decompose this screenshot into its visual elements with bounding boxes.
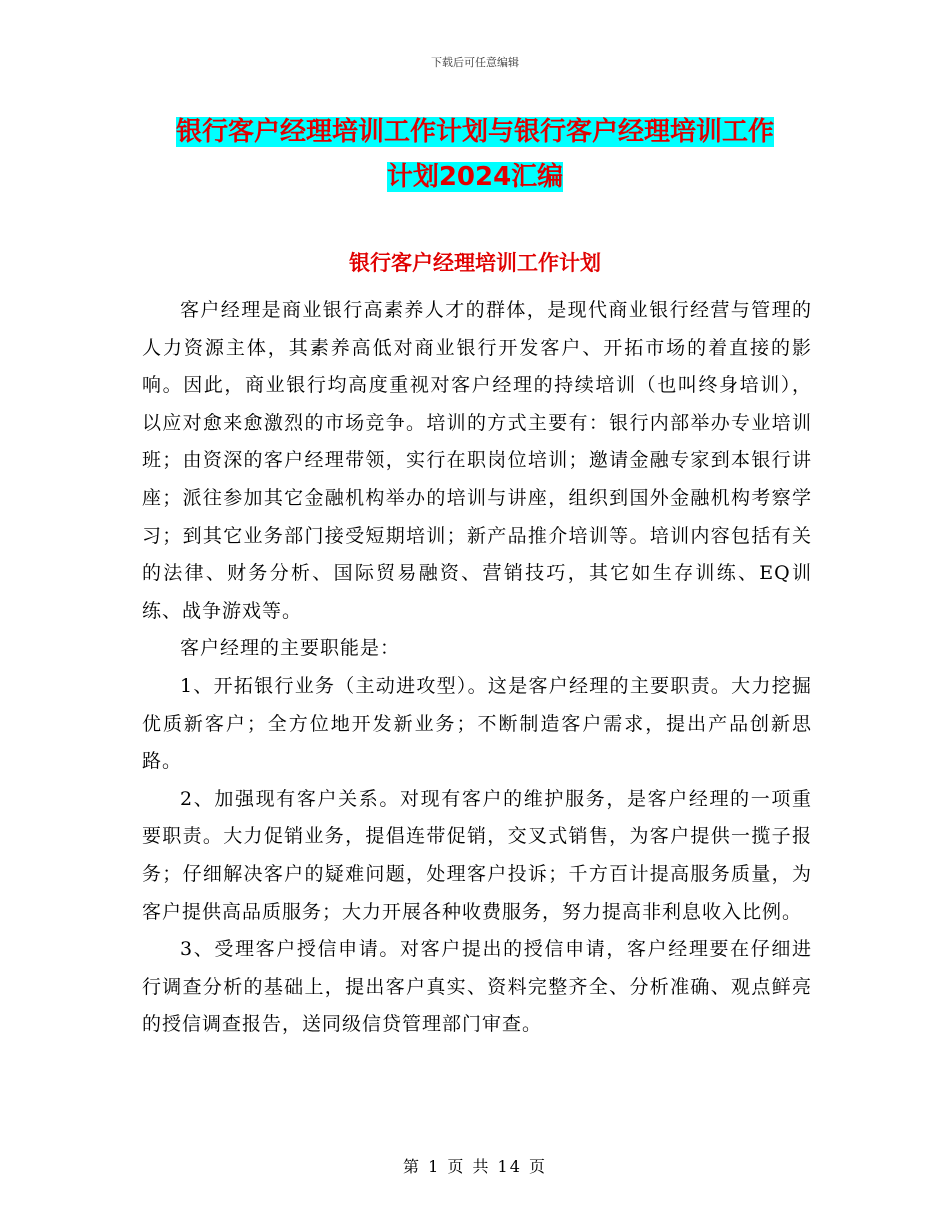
paragraph-functions-heading: 客户经理的主要职能是： bbox=[180, 637, 401, 660]
page-number-footer: 第 1 页 共 14 页 bbox=[403, 1157, 547, 1176]
paragraph-item-3: 3、受理客户授信申请。对客户提出的授信申请，客户经理要在仔细进行调查分析的基础上，提出客户真实、资料完整齐全、分析准确、观点鲜亮的授信调查报告，送同级信贷管理部门审查。 bbox=[142, 938, 812, 1036]
paragraph-item-2: 2、加强现有客户关系。对现有客户的维护服务，是客户经理的一项重要职责。大力促销业务，提倡连带促销，交叉式销售，为客户提供一揽子报务；仔细解决客户的疑难问题，处理客户投诉；千方百计提高服务质量，为客户提供高品质服务；大力开展各种收费服务，努力提高非利息收入比例。 bbox=[142, 787, 812, 923]
paragraph-intro: 客户经理是商业银行高素养人才的群体，是现代商业银行经营与管理的人力资源主体，其素养高低对商业银行开发客户、开拓市场的着直接的影响。因此，商业银行均高度重视对客户经理的持续培训（也叫终身培训），以应对愈来愈激烈的市场竞争。培训的方式主要有：银行内部举办专业培训班；由资深的客户经理带领，实行在职岗位培训；邀请金融专家到本银行讲座；派往参加其它金融机构举办的培训与讲座，组织到国外金融机构考察学习；到其它业务部门接受短期培训；新产品推介培训等。培训内容包括有关的法律、财务分析、国际贸易融资、营销技巧，其它如生存训练、EQ训练、战争游戏等。 bbox=[142, 299, 812, 622]
title-line-1: 银行客户经理培训工作计划与银行客户经理培训工作 bbox=[175, 117, 774, 147]
title-line-2: 计划2024汇编 bbox=[386, 162, 564, 192]
document-title bbox=[140, 110, 810, 200]
section-title: 银行客户经理培训工作计划 bbox=[349, 251, 601, 275]
paragraph-item-1: 1、开拓银行业务（主动进攻型）。这是客户经理的主要职责。大力挖掘优质新客户；全方位地开发新业务；不断制造客户需求，提出产品创新思路。 bbox=[142, 674, 812, 773]
header-note: 下载后可任意编辑 bbox=[431, 56, 519, 69]
document-body bbox=[142, 292, 812, 1044]
